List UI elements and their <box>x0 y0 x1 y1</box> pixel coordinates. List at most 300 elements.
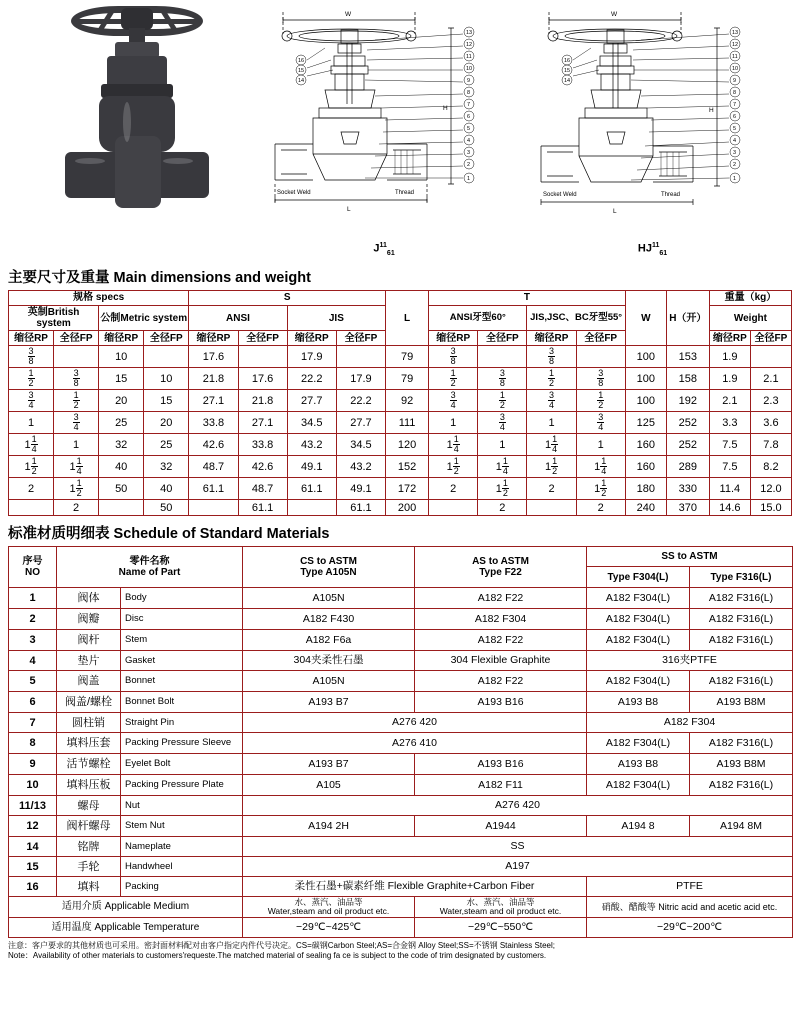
svg-text:12: 12 <box>732 42 739 48</box>
cell-as: A182 F11 <box>415 775 587 796</box>
cell-wt_rp: 14.6 <box>709 500 750 516</box>
cell-material-ss-split <box>587 671 793 692</box>
cell-part-cn: 螺母 <box>57 796 121 816</box>
cell-br_fp: 1 $\frac{1}{2}$ <box>54 478 99 500</box>
drawing-2-svg <box>513 4 785 240</box>
cell-t_jis_fp: 1 <box>576 434 625 456</box>
cell-material-ss: 316夹PTFE <box>587 651 793 671</box>
cell-cs: A193 B7 <box>243 754 415 775</box>
cell-s_jis_fp: 43.2 <box>336 456 385 478</box>
cell-wt_fp: 15.0 <box>750 500 791 516</box>
cell-t_ansi_rp: 1 $\frac{1}{4}$ <box>429 434 478 456</box>
cell-s_ansi_rp: 48.7 <box>189 456 238 478</box>
cell-br_fp: 1 <box>54 434 99 456</box>
cell-t_jis_fp: $\frac{3}{4}$ <box>576 412 625 434</box>
hdr-sjis-fp: 全径FP <box>336 331 385 346</box>
svg-text:11: 11 <box>466 54 472 60</box>
cell-t_jis_fp: 1 $\frac{1}{4}$ <box>576 456 625 478</box>
cell-br_rp <box>9 500 54 516</box>
cell-material-ss-split <box>587 775 793 796</box>
cell-me_fp: 15 <box>144 390 189 412</box>
cell-br_rp: 1 $\frac{1}{2}$ <box>9 456 54 478</box>
cell-t_ansi_rp: 1 $\frac{1}{2}$ <box>429 456 478 478</box>
cell-wt_fp: 8.2 <box>750 456 791 478</box>
cell-me_fp: 25 <box>144 434 189 456</box>
cell-cs: A194 2H <box>243 816 415 837</box>
cell-s_ansi_fp: 48.7 <box>238 478 287 500</box>
hdr-no-cn: 序号 <box>22 556 43 568</box>
svg-text:13: 13 <box>466 30 473 36</box>
cell-s_jis_fp: 34.5 <box>336 434 385 456</box>
label-applicable-medium: 适用介质 Applicable Medium <box>9 897 243 918</box>
cell-no: 6 <box>9 692 57 713</box>
cell-wt_fp: 2.3 <box>750 390 791 412</box>
cell-wt_fp: 7.8 <box>750 434 791 456</box>
svg-text:2: 2 <box>467 162 471 168</box>
cell-s_jis_rp: 34.5 <box>287 412 336 434</box>
cell-ss316: A182 F316(L) <box>708 736 774 749</box>
cell-l: 111 <box>386 412 429 434</box>
cell-h: 289 <box>666 456 709 478</box>
hdr-br-fp: 全径FP <box>54 331 99 346</box>
label-applicable-temperature: 适用温度 Applicable Temperature <box>9 918 243 938</box>
hdr-no-en: NO <box>25 567 40 579</box>
table2-body <box>9 588 793 938</box>
svg-text:8: 8 <box>733 90 737 96</box>
cell-as: A193 B16 <box>415 754 587 775</box>
cell-l: 200 <box>386 500 429 516</box>
svg-text:L: L <box>347 206 351 213</box>
hdr-part-en: Name of Part <box>118 567 181 579</box>
cell-me_fp: 20 <box>144 412 189 434</box>
svg-text:3: 3 <box>733 150 737 156</box>
cell-t_ansi_fp: 1 $\frac{1}{2}$ <box>478 478 527 500</box>
cell-s_jis_rp: 17.9 <box>287 346 336 368</box>
cell-ss304: A194 8 <box>587 816 690 836</box>
hdr-part-cn: 零件名称 <box>129 556 170 568</box>
cell-wt_rp: 2.1 <box>709 390 750 412</box>
hdr-cs-l1: CS to ASTM <box>300 556 357 568</box>
table-row <box>9 796 793 816</box>
illustration-row <box>0 0 800 262</box>
svg-text:7: 7 <box>733 102 737 108</box>
cell-me_fp <box>144 346 189 368</box>
cell-s_jis_rp: 27.7 <box>287 390 336 412</box>
hdr-l: L <box>386 291 429 346</box>
cell-me_rp: 10 <box>99 346 144 368</box>
cell-ss304: A182 F304(L) <box>587 630 690 650</box>
hdr-tjis-fp: 全径FP <box>576 331 625 346</box>
cell-h: 192 <box>666 390 709 412</box>
cell-cs: A182 F430 <box>243 609 415 630</box>
main-dimensions-title: 主要尺寸及重量 Main dimensions and weight <box>8 270 311 286</box>
svg-text:13: 13 <box>732 30 739 36</box>
cell-s_ansi_fp <box>238 346 287 368</box>
table-row <box>9 651 793 671</box>
svg-text:1: 1 <box>733 176 737 182</box>
main-dimensions-table <box>8 290 792 516</box>
cell-wt_rp: 7.5 <box>709 434 750 456</box>
cell-cs: A182 F6a <box>243 630 415 651</box>
cell-me_rp: 50 <box>99 478 144 500</box>
cell-no: 5 <box>9 671 57 692</box>
cell-t_ansi_rp: 1 <box>429 412 478 434</box>
cell-t_jis_fp: 2 <box>576 500 625 516</box>
cell-material-ss-split <box>587 630 793 651</box>
table-row <box>9 346 792 368</box>
cell-h: 252 <box>666 434 709 456</box>
cell-cs: A105N <box>243 588 415 609</box>
cell-material-all: A276 420 <box>243 796 793 816</box>
table1-header-row-1 <box>9 291 792 306</box>
cell-t_jis_fp: 1 $\frac{1}{2}$ <box>576 478 625 500</box>
hdr-as-l2: Type F22 <box>479 567 522 579</box>
cell-no: 3 <box>9 630 57 651</box>
cell-s_ansi_fp: 21.8 <box>238 390 287 412</box>
cell-no: 10 <box>9 775 57 796</box>
hdr-me-fp: 全径FP <box>144 331 189 346</box>
hdr-cs-l2: Type A105N <box>300 567 357 579</box>
body-center <box>115 136 161 208</box>
cell-me_rp: 20 <box>99 390 144 412</box>
cell-br_rp: 2 <box>9 478 54 500</box>
cell-t_jis_rp: 1 $\frac{1}{2}$ <box>527 456 576 478</box>
cell-h: 252 <box>666 412 709 434</box>
cell-t_ansi_fp: 1 <box>478 434 527 456</box>
cell-no: 12 <box>9 816 57 837</box>
cell-t_jis_fp: $\frac{1}{2}$ <box>576 390 625 412</box>
cell-material-ss-split <box>587 733 793 754</box>
cell-t_jis_rp <box>527 500 576 516</box>
cell-t_ansi_fp: 1 $\frac{1}{4}$ <box>478 456 527 478</box>
hdr-t: T <box>429 291 626 306</box>
cell-s_ansi_rp: 61.1 <box>189 478 238 500</box>
svg-text:H: H <box>709 107 714 114</box>
figure-2-caption: $HJ^{11}_{61}$ <box>637 242 668 257</box>
cell-w: 240 <box>625 500 666 516</box>
cell-l: 79 <box>386 346 429 368</box>
cell-no: 14 <box>9 837 57 857</box>
table-row <box>9 733 793 754</box>
svg-text:15: 15 <box>298 68 305 74</box>
table-row <box>9 713 793 733</box>
svg-text:2: 2 <box>733 162 737 168</box>
valve-photo <box>8 4 255 254</box>
cell-br_fp: 1 $\frac{1}{4}$ <box>54 456 99 478</box>
cell-no: 2 <box>9 609 57 630</box>
svg-text:Thread: Thread <box>395 190 415 196</box>
cell-ss304: A193 B8 <box>587 754 690 774</box>
cell-t_ansi_rp: $\frac{3}{8}$ <box>429 346 478 368</box>
hdr-wt-fp: 全径FP <box>750 331 791 346</box>
hdr-s: S <box>189 291 386 306</box>
svg-text:5: 5 <box>467 126 471 132</box>
cell-t_jis_rp: $\frac{1}{2}$ <box>527 368 576 390</box>
hdr-weight-cn: 重量（kg） <box>709 291 791 306</box>
svg-text:Thread: Thread <box>661 192 681 198</box>
cell-l: 120 <box>386 434 429 456</box>
cell-h: 370 <box>666 500 709 516</box>
cell-ss304: A182 F304(L) <box>587 609 690 629</box>
svg-text:W: W <box>611 11 618 18</box>
cell-wt_rp: 7.5 <box>709 456 750 478</box>
footer-row-medium <box>9 897 793 918</box>
cell-s_ansi_rp <box>189 500 238 516</box>
cell-as: A182 F22 <box>415 671 587 692</box>
cell-br_fp <box>54 346 99 368</box>
cell-part-cn: 阀盖 <box>57 671 121 692</box>
cell-br_rp: $\frac{3}{4}$ <box>9 390 54 412</box>
temp-ss: −29℃~200℃ <box>587 918 793 938</box>
cell-part-en: Body <box>121 588 243 609</box>
svg-text:16: 16 <box>564 58 571 64</box>
cell-part-en: Bonnet Bolt <box>121 692 243 713</box>
table-row <box>9 877 793 897</box>
cell-part-cn: 阀盖/螺栓 <box>57 692 121 713</box>
callout-numbers-right <box>464 27 474 183</box>
table-row <box>9 412 792 434</box>
hdr-s-ansi: ANSI <box>189 306 287 331</box>
cell-part-en: Disc <box>121 609 243 630</box>
table-row <box>9 837 793 857</box>
cell-part-cn: 垫片 <box>57 651 121 671</box>
cell-me_fp: 40 <box>144 478 189 500</box>
cell-br_rp: 1 <box>9 412 54 434</box>
cell-t_ansi_fp: 2 <box>478 500 527 516</box>
table-row <box>9 775 793 796</box>
cell-material-ss-split <box>587 609 793 630</box>
cell-material-cs-as: A276 410 <box>243 733 587 754</box>
cell-t_ansi_rp: $\frac{3}{4}$ <box>429 390 478 412</box>
cell-as: A182 F304 <box>415 609 587 630</box>
bonnet-part <box>107 56 167 86</box>
table-row <box>9 588 793 609</box>
hdr-br-rp: 缩径RP <box>9 331 54 346</box>
cell-wt_fp: 12.0 <box>750 478 791 500</box>
table-row <box>9 368 792 390</box>
cell-cs: A105N <box>243 671 415 692</box>
cell-me_rp: 40 <box>99 456 144 478</box>
table-row <box>9 630 793 651</box>
cell-br_fp: $\frac{3}{4}$ <box>54 412 99 434</box>
cell-s_jis_rp: 22.2 <box>287 368 336 390</box>
table-row <box>9 500 792 516</box>
cell-t_ansi_rp: 2 <box>429 478 478 500</box>
cell-material-cs-as: A276 420 <box>243 713 587 733</box>
cell-wt_rp: 11.4 <box>709 478 750 500</box>
cell-br_rp: $\frac{1}{2}$ <box>9 368 54 390</box>
table-row <box>9 456 792 478</box>
hdr-w: W <box>625 291 666 346</box>
cell-s_jis_fp <box>336 346 385 368</box>
cell-part-cn: 阀杆螺母 <box>57 816 121 837</box>
cell-part-cn: 填料 <box>57 877 121 897</box>
svg-text:9: 9 <box>467 78 471 84</box>
hdr-h: H（开） <box>666 291 709 346</box>
cell-s_ansi_rp: 21.8 <box>189 368 238 390</box>
cell-me_fp: 10 <box>144 368 189 390</box>
svg-text:12: 12 <box>466 42 473 48</box>
cell-cs: 304夹柔性石墨 <box>243 651 415 671</box>
medium-as: 水、蒸汽、油品等 Water,steam and oil product etc. <box>415 897 587 918</box>
cell-t_jis_rp: $\frac{3}{4}$ <box>527 390 576 412</box>
cell-part-cn: 填料压套 <box>57 733 121 754</box>
hdr-specs: 规格 specs <box>9 291 189 306</box>
cell-no: 11/13 <box>9 796 57 816</box>
cell-wt_fp: 3.6 <box>750 412 791 434</box>
cell-no: 15 <box>9 857 57 877</box>
hdr-wt-rp: 缩径RP <box>709 331 750 346</box>
materials-table <box>8 546 793 938</box>
cell-l: 92 <box>386 390 429 412</box>
hdr-ss-316: Type F316(L) <box>690 567 793 587</box>
materials-title: 标准材质明细表 Schedule of Standard Materials <box>8 526 330 543</box>
cell-ss304: A182 F304(L) <box>587 588 690 608</box>
cell-t_jis_rp: $\frac{3}{8}$ <box>527 346 576 368</box>
hdr-no <box>9 547 57 588</box>
cell-material-all: A197 <box>243 857 793 877</box>
cell-l: 79 <box>386 368 429 390</box>
svg-text:3: 3 <box>467 150 471 156</box>
cell-wt_fp: 2.1 <box>750 368 791 390</box>
handwheel-hub <box>121 8 153 30</box>
hdr-me-rp: 缩径RP <box>99 331 144 346</box>
cell-h: 153 <box>666 346 709 368</box>
svg-text:16: 16 <box>298 58 305 64</box>
hdr-sansi-rp: 缩径RP <box>189 331 238 346</box>
cell-t_jis_fp: $\frac{3}{8}$ <box>576 368 625 390</box>
hdr-sansi-fp: 全径FP <box>238 331 287 346</box>
cell-l: 172 <box>386 478 429 500</box>
svg-text:4: 4 <box>467 138 471 144</box>
cell-part-cn: 阀体 <box>57 588 121 609</box>
hdr-weight-en: Weight <box>709 306 791 331</box>
temp-cs: −29℃~425℃ <box>243 918 415 938</box>
cell-as: A193 B16 <box>415 692 587 713</box>
cell-material-ss: A182 F304 <box>587 713 793 733</box>
svg-text:1: 1 <box>467 176 471 182</box>
cell-ss316: A194 8M <box>719 819 763 832</box>
cell-as: A182 F22 <box>415 588 587 609</box>
hdr-tansi-rp: 缩径RP <box>429 331 478 346</box>
cell-w: 100 <box>625 346 666 368</box>
cell-br_rp: 1 $\frac{1}{4}$ <box>9 434 54 456</box>
cell-part-en: Bonnet <box>121 671 243 692</box>
cell-material-all: SS <box>243 837 793 857</box>
cell-me_fp: 32 <box>144 456 189 478</box>
table-row <box>9 478 792 500</box>
cell-t_jis_rp: 2 <box>527 478 576 500</box>
cell-cs: A105 <box>243 775 415 796</box>
cell-material-ss: PTFE <box>587 877 793 897</box>
medium-cs: 水、蒸汽、油品等 Water,steam and oil product etc. <box>243 897 415 918</box>
cell-material-ss-split <box>587 588 793 609</box>
svg-text:8: 8 <box>467 90 471 96</box>
svg-text:W: W <box>345 11 352 18</box>
table2-header-row-1 <box>9 547 793 567</box>
valve-image <box>63 6 213 228</box>
footnote-line-1: 注意：客户要求的其他材质也可采用。密封面材料配对由客户指定内件代号决定。CS=碳钢Carbon Steel;AS=合金钢 Alloy Steel;SS=不锈钢 Stainless Steel; <box>8 941 555 951</box>
hdr-british: 英制British system <box>9 306 99 331</box>
cell-br_fp: 2 <box>54 500 99 516</box>
cell-part-en: Gasket <box>121 651 243 671</box>
cell-material-ss-split <box>587 816 793 837</box>
table-row <box>9 857 793 877</box>
svg-text:14: 14 <box>564 78 571 84</box>
hdr-s-jis: JIS <box>287 306 385 331</box>
cell-ss316: A182 F316(L) <box>708 591 774 604</box>
cell-me_fp: 50 <box>144 500 189 516</box>
cell-part-cn: 活节螺栓 <box>57 754 121 775</box>
cell-no: 7 <box>9 713 57 733</box>
cell-s_ansi_fp: 27.1 <box>238 412 287 434</box>
medium-ss: 硝酸、醋酸等 Nitric acid and acetic acid etc. <box>587 897 793 918</box>
hdr-t-ansi: ANSI牙型60° <box>429 306 527 331</box>
cell-part-en: Packing Pressure Sleeve <box>121 733 243 754</box>
cell-wt_rp: 1.9 <box>709 368 750 390</box>
cell-ss316: A193 B8M <box>716 695 766 708</box>
cell-ss316: A182 F316(L) <box>708 612 774 625</box>
hdr-ss: SS to ASTM <box>587 547 793 567</box>
svg-text:10: 10 <box>466 66 473 72</box>
cell-s_ansi_fp: 42.6 <box>238 456 287 478</box>
cell-w: 180 <box>625 478 666 500</box>
hdr-t-jis: JIS,JSC、BC牙型55° <box>527 306 625 331</box>
cell-s_jis_fp: 27.7 <box>336 412 385 434</box>
svg-text:Socket Weld: Socket Weld <box>543 192 577 198</box>
cell-s_ansi_fp: 61.1 <box>238 500 287 516</box>
table-row <box>9 816 793 837</box>
footer-row-temperature <box>9 918 793 938</box>
cell-part-en: Nut <box>121 796 243 816</box>
cell-part-en: Packing Pressure Plate <box>121 775 243 796</box>
svg-text:14: 14 <box>298 78 305 84</box>
hdr-as <box>415 547 587 588</box>
hdr-part <box>57 547 243 588</box>
cell-s_jis_rp: 61.1 <box>287 478 336 500</box>
cell-as: A182 F22 <box>415 630 587 651</box>
cell-part-en: Eyelet Bolt <box>121 754 243 775</box>
cell-s_ansi_rp: 27.1 <box>189 390 238 412</box>
svg-text:5: 5 <box>733 126 737 132</box>
cell-ss304: A182 F304(L) <box>587 775 690 795</box>
cell-no: 1 <box>9 588 57 609</box>
table-row <box>9 692 793 713</box>
cell-part-en: Handwheel <box>121 857 243 877</box>
temp-as: −29℃~550℃ <box>415 918 587 938</box>
cell-t_ansi_fp: $\frac{1}{2}$ <box>478 390 527 412</box>
cell-part-cn: 手轮 <box>57 857 121 877</box>
cell-s_ansi_rp: 33.8 <box>189 412 238 434</box>
cell-part-en: Stem <box>121 630 243 651</box>
cell-t_jis_rp: 1 <box>527 412 576 434</box>
svg-text:6: 6 <box>733 114 737 120</box>
svg-text:7: 7 <box>467 102 471 108</box>
svg-text:H: H <box>443 105 448 112</box>
cell-t_ansi_fp <box>478 346 527 368</box>
table1-body <box>9 346 792 516</box>
hdr-metric: 公制Metric system <box>99 306 189 331</box>
cell-t_ansi_fp: $\frac{3}{8}$ <box>478 368 527 390</box>
hdr-tjis-rp: 缩径RP <box>527 331 576 346</box>
cell-w: 100 <box>625 368 666 390</box>
figure-1-caption: $J^{11}_{61}$ <box>373 242 395 257</box>
table-row <box>9 609 793 630</box>
cell-br_fp: $\frac{1}{2}$ <box>54 390 99 412</box>
cell-s_jis_fp: 17.9 <box>336 368 385 390</box>
cell-ss316: A182 F316(L) <box>708 633 774 646</box>
cell-wt_fp <box>750 346 791 368</box>
